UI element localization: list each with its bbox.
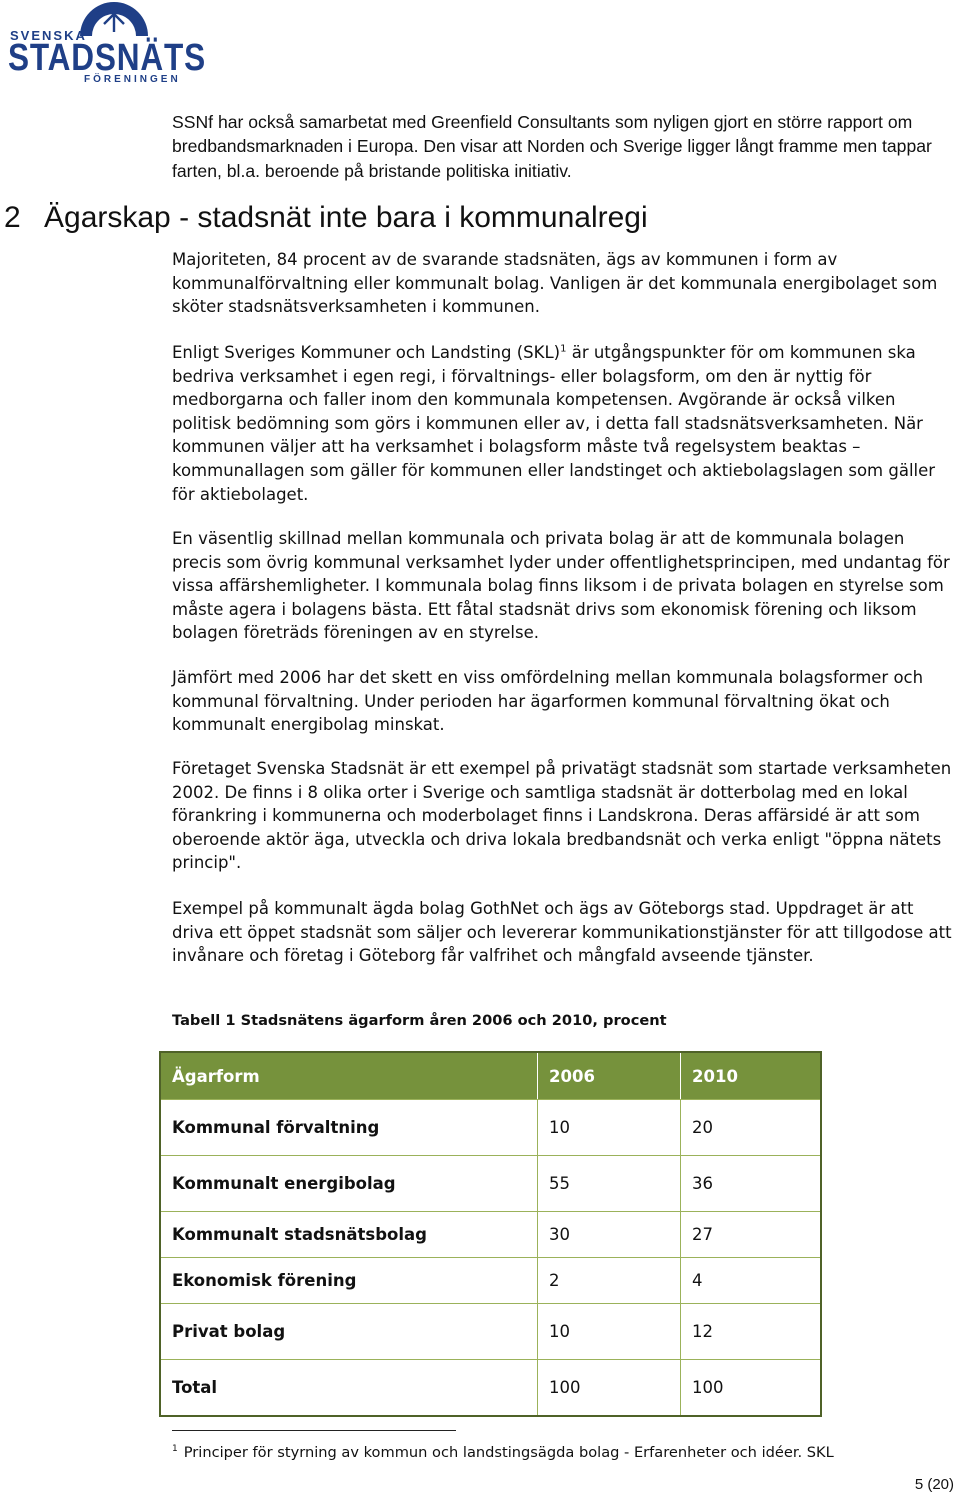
footnote [172,1444,834,1461]
page-number: 5 (20) [914,1476,954,1493]
table-header-cell: 2006 [538,1052,681,1100]
paragraph-svenska-stadsnat: Företaget Svenska Stadsnät är ett exempel på privatägt stadsnät som startade verksamheten 2002. De finns i 8 olika orter i Sverige och samtliga stadsnät är dotterbolag med en lokal förankring i kommunerna och moderbolaget finns i Landskrona. Deras affärsidé är att som oberoende aktör äga, utveckla och driva lokala bredbandsnät och verka enligt "öppna nätets princip". [172,759,952,873]
table-cell-2010: 27 [681,1212,822,1258]
paragraph-skl-start: Enligt Sveriges Kommuner och Landsting (SKL) [172,343,561,362]
table-header-cell: Ägarform [160,1052,538,1100]
table-cell-2010: 4 [681,1258,822,1304]
paragraph-ownership-majority: Majoriteten, 84 procent av de svarande stadsnäten, ägs av kommunen i form av kommunalförvaltning eller kommunalt bolag. Vanligen är det kommunala energibolaget som sköter stadsnätsverksamheten i kommunen. [172,250,938,317]
section-number: 2 [4,201,21,234]
table-cell-2010: 36 [681,1156,822,1212]
paragraph-skl-end: är utgångspunkter för om kommunen ska bedriva verksamhet i egen regi, i förvaltnings- eller bolagsform, om den är nyttig för medborgarna och faller inom den kommunala kompetensen. Avgörande är också vilken politisk bedömning som görs i kommunen eller av, i detta fall stadsnätsverksamheten. När kommunen väljer att ha verksamhet i bolagsform måste två regelsystem beaktas – kommunallagen som gäller för kommunen eller landstinget och aktiebolagslagen som gäller för aktiebolaget. [172,343,936,504]
table-row [160,1156,821,1212]
table-header-row [160,1052,821,1100]
footnote-mark: 1 [172,1444,178,1455]
table-cell-2006: 10 [538,1304,681,1360]
table-cell-ownership-form: Kommunalt stadsnätsbolag [160,1212,538,1258]
table-cell-ownership-form: Privat bolag [160,1304,538,1360]
paragraph-skl [172,341,957,506]
table-row [160,1100,821,1156]
table-cell-2006: 100 [538,1360,681,1417]
section-title: Ägarskap - stadsnät inte bara i kommunalregi [44,201,648,234]
table-cell-2006: 10 [538,1100,681,1156]
footnote-text: Principer för styrning av kommun och landstingsägda bolag - Erfarenheter och idéer. SKL [183,1444,834,1461]
logo-top-text: SVENSKA [10,28,87,43]
svenska-stadsnatsforeningen-logo [4,2,210,84]
table-cell-2010: 12 [681,1304,822,1360]
table-cell-2006: 2 [538,1258,681,1304]
ownership-table [159,1051,822,1417]
paragraph-municipal-vs-private: En väsentlig skillnad mellan kommunala och privata bolag är att de kommunala bolagen precis som övrig kommunal verksamhet lyder under offentlighetsprincipen, med undantag för vissa affärshemligheter. I kommunala bolag finns liksom i de privata bolagen en styrelse som måste agera i bolagens bästa. Ett fåtal stadsnät drivs som ekonomisk förening och liksom bolagen företräds föreningen av en styrelse. [172,529,950,643]
intro-paragraph: SSNf har också samarbetat med Greenfield Consultants som nyligen gjort en större rapport om bredbandsmarknaden i Europa. Den visar att Norden och Sverige ligger långt framme men tappar farten, bl.a. beroende på bristande politiska initiativ. [172,112,932,181]
table-row [160,1258,821,1304]
table-cell-2006: 55 [538,1156,681,1212]
table-cell-2010: 20 [681,1100,822,1156]
table-cell-ownership-form: Total [160,1360,538,1417]
table-caption: Tabell 1 Stadsnätens ägarform åren 2006 och 2010, procent [172,1012,667,1029]
table-cell-ownership-form: Ekonomisk förening [160,1258,538,1304]
table-header-cell: 2010 [681,1052,822,1100]
table-row [160,1304,821,1360]
footnote-reference[interactable]: 1 [560,343,567,355]
paragraph-gothnet: Exempel på kommunalt ägda bolag GothNet och ägs av Göteborgs stad. Uppdraget är att driva ett öppet stadsnät som säljer och levererar kommunikationstjänster för att tillgodose att invånare och företag i Göteborg får valfrihet och mångfald avseende tjänster. [172,899,952,966]
paragraph-comparison-2006: Jämfört med 2006 har det skett en viss omfördelning mellan kommunala bolagsformer och kommunal förvaltning. Under perioden har ägarformen kommunal förvaltning ökat och kommunalt energibolag minskat. [172,668,924,735]
table-cell-2010: 100 [692,1378,724,1397]
footnote-divider [172,1430,456,1431]
table-row [160,1360,821,1417]
logo-main-text: STADSNÄ [8,37,196,79]
logo-bottom-text: FÖRENINGEN [84,74,181,84]
table-cell-ownership-form: Kommunal förvaltning [160,1100,538,1156]
table-cell-ownership-form: Kommunalt energibolag [160,1156,538,1212]
section-heading [4,196,648,240]
table-row [160,1212,821,1258]
table-cell-2006: 30 [538,1212,681,1258]
